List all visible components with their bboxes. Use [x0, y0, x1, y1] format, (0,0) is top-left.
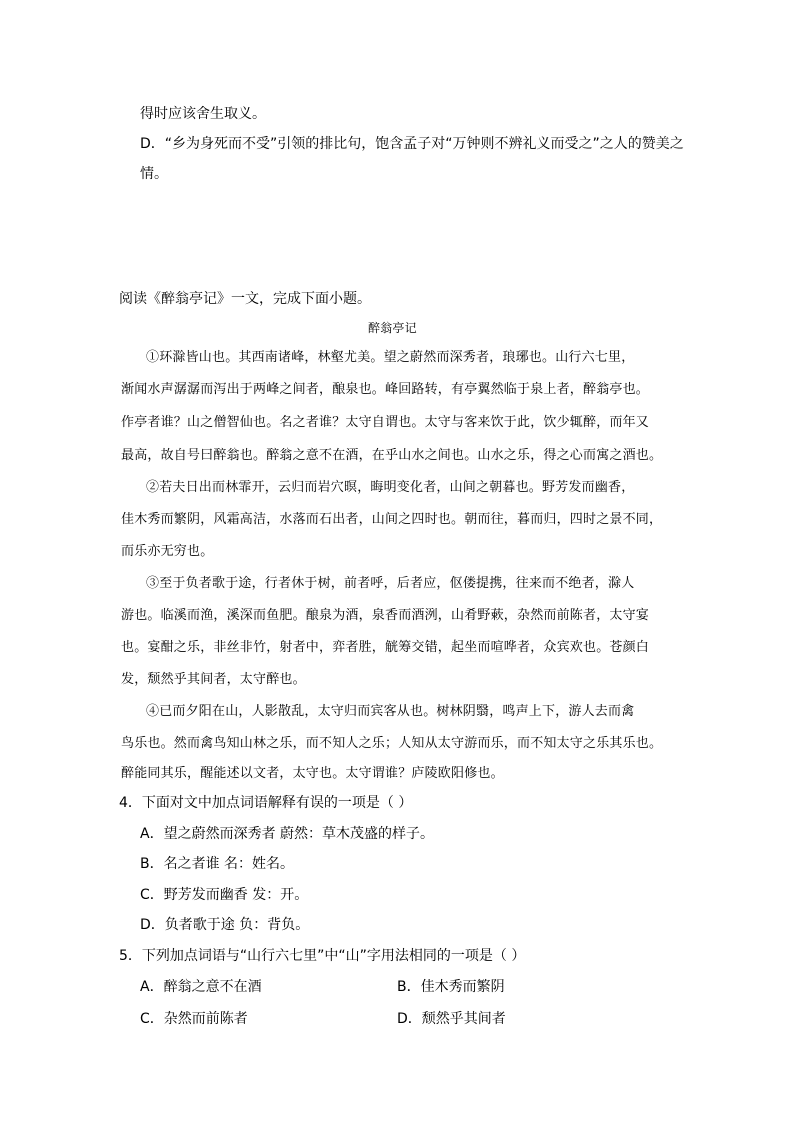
question-4-option-d: D．负者歌于途 负：背负。	[140, 917, 310, 933]
passage-line: 渐闻水声潺潺而泻出于两峰之间者，酿泉也。峰回路转，有亭翼然临于泉上者，醉翁亭也。	[121, 382, 650, 397]
passage-line: 作亭者谁？山之僧智仙也。名之者谁？太守自谓也。太守与客来饮于此，饮少辄醉，而年又	[121, 415, 650, 430]
passage-line: 醉能同其乐，醒能述以文者，太守也。太守谓谁？庐陵欧阳修也。	[121, 766, 504, 781]
prev-option-c-continuation: 得时应该舍生取义。	[140, 106, 266, 122]
passage-line: 佳木秀而繁阴，风霜高洁，水落而石出者，山间之四时也。朝而往，暮而归，四时之景不同，	[121, 512, 663, 527]
passage-line: ②若夫日出而林霏开，云归而岩穴暝，晦明变化者，山间之朝暮也。野芳发而幽香，	[146, 480, 635, 495]
prev-option-d-continuation: 情。	[140, 166, 168, 182]
question-5-option-c: C．杂然而前陈者	[140, 1011, 248, 1027]
question-4-option-b: B．名之者谁 名：姓名。	[140, 856, 295, 872]
question-4-stem: 4．下面对文中加点词语解释有误的一项是（ ）	[119, 795, 413, 811]
passage-line: 也。宴酣之乐，非丝非竹，射者中，弈者胜，觥筹交错，起坐而喧哗者，众宾欢也。苍颜白	[121, 640, 650, 655]
passage-line: ①环滁皆山也。其西南诸峰，林壑尤美。望之蔚然而深秀者，琅琊也。山行六七里，	[146, 350, 635, 365]
passage-line: 鸟乐也。然而禽鸟知山林之乐，而不知人之乐；人知从太守游而乐，而不知太守之乐其乐也。	[121, 736, 663, 751]
question-4-option-c: C．野芳发而幽香 发：开。	[140, 887, 309, 903]
reading-instruction: 阅读《醉翁亭记》一文，完成下面小题。	[119, 291, 371, 307]
passage-line: 游也。临溪而渔，溪深而鱼肥。酿泉为酒，泉香而酒洌，山肴野蔌，杂然而前陈者，太守宴	[121, 608, 650, 623]
prev-option-d: D．“乡为身死而不受”引领的排比句，饱含孟子对“万钟则不辨礼义而受之”之人的赞美之	[140, 136, 684, 152]
passage-line: ④已而夕阳在山，人影散乱，太守归而宾客从也。树林阴翳，鸣声上下，游人去而禽	[146, 704, 635, 719]
passage-line: 最高，故自号曰醉翁也。醉翁之意不在酒，在乎山水之间也。山水之乐，得之心而寓之酒也。	[121, 448, 663, 463]
question-4-option-a: A．望之蔚然而深秀者 蔚然：草木茂盛的样子。	[140, 826, 435, 842]
question-5-option-d: D．颓然乎其间者	[397, 1011, 506, 1027]
passage-line: ③至于负者歌于途，行者休于树，前者呼，后者应，伛偻提携，往来而不绝者，滁人	[146, 576, 635, 591]
question-5-option-a: A．醉翁之意不在酒	[140, 979, 262, 995]
question-5-stem: 5．下列加点词语与“山行六七里”中“山”字用法相同的一项是（ ）	[119, 948, 526, 964]
passage-line: 而乐亦无穷也。	[121, 544, 214, 559]
question-5-option-b: B．佳木秀而繁阴	[397, 979, 505, 995]
passage-title: 醉翁亭记	[368, 321, 417, 335]
passage-line: 发，颓然乎其间者，太守醉也。	[121, 672, 306, 687]
